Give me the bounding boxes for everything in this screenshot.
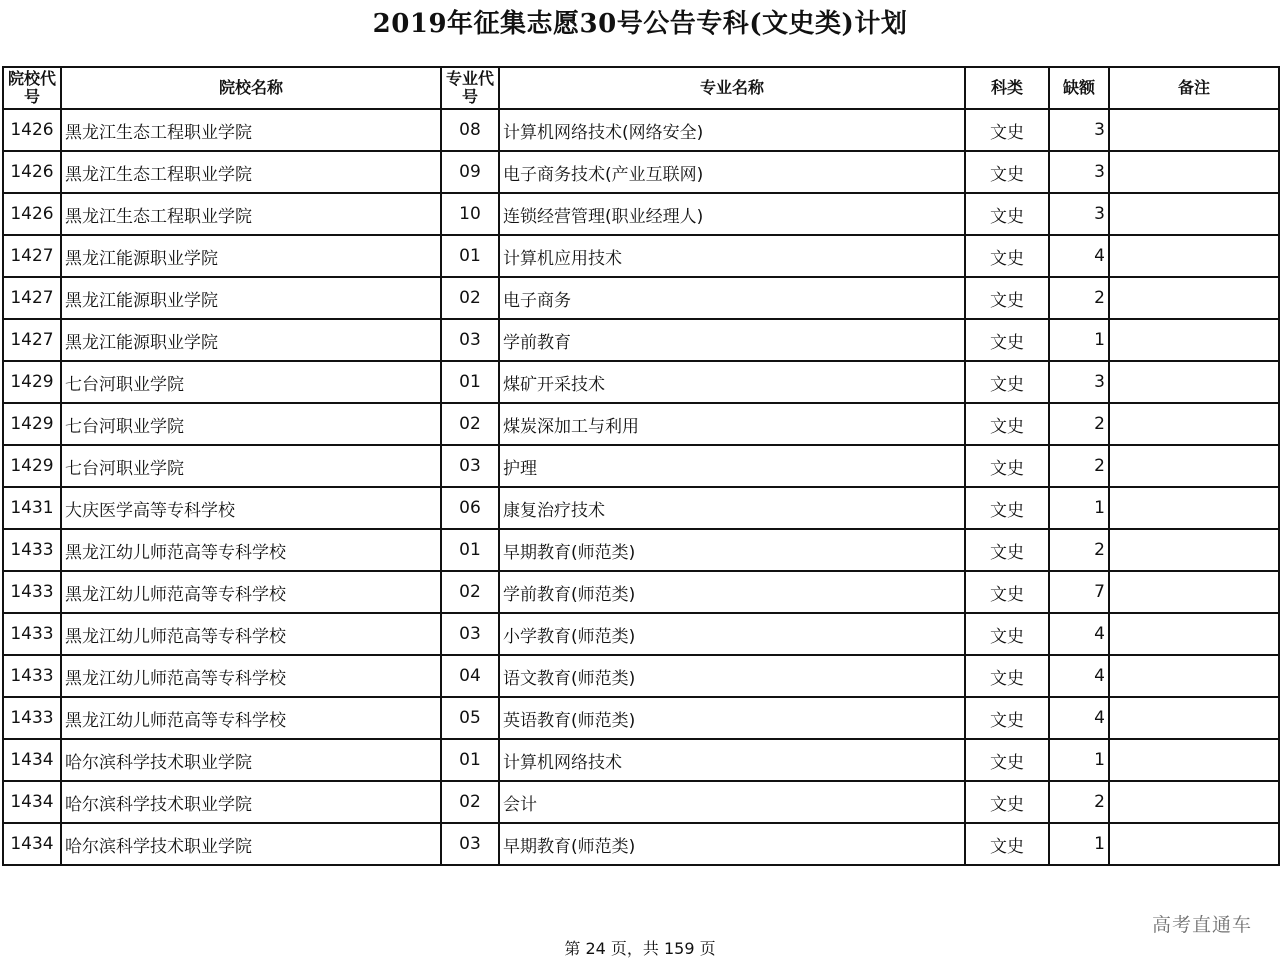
cell-category: 文史: [965, 613, 1049, 655]
cell-major-name: 煤炭深加工与利用: [499, 403, 965, 445]
cell-notes: [1109, 109, 1279, 151]
header-major-code: 专业代号: [441, 67, 499, 109]
table-row: [3, 403, 1279, 445]
cell-notes: [1109, 739, 1279, 781]
cell-school-name: 黑龙江生态工程职业学院: [61, 109, 441, 151]
cell-school-name: 七台河职业学院: [61, 361, 441, 403]
cell-notes: [1109, 235, 1279, 277]
cell-major-name: 小学教育(师范类): [499, 613, 965, 655]
cell-school-name: 黑龙江幼儿师范高等专科学校: [61, 697, 441, 739]
cell-notes: [1109, 319, 1279, 361]
cell-major-name: 护理: [499, 445, 965, 487]
cell-notes: [1109, 361, 1279, 403]
cell-category: 文史: [965, 823, 1049, 865]
cell-vacancies: 2: [1049, 445, 1109, 487]
cell-vacancies: 4: [1049, 235, 1109, 277]
cell-notes: [1109, 529, 1279, 571]
table-row: [3, 193, 1279, 235]
cell-major-code: 02: [441, 571, 499, 613]
cell-school-name: 黑龙江能源职业学院: [61, 235, 441, 277]
table-row: [3, 613, 1279, 655]
cell-school-code: 1427: [3, 235, 61, 277]
cell-notes: [1109, 445, 1279, 487]
cell-major-code: 05: [441, 697, 499, 739]
cell-vacancies: 2: [1049, 403, 1109, 445]
cell-major-code: 03: [441, 445, 499, 487]
plan-table: [2, 66, 1280, 866]
cell-school-name: 黑龙江生态工程职业学院: [61, 193, 441, 235]
cell-vacancies: 1: [1049, 739, 1109, 781]
cell-notes: [1109, 487, 1279, 529]
cell-category: 文史: [965, 403, 1049, 445]
cell-major-code: 09: [441, 151, 499, 193]
cell-major-name: 连锁经营管理(职业经理人): [499, 193, 965, 235]
cell-school-name: 黑龙江幼儿师范高等专科学校: [61, 655, 441, 697]
cell-major-name: 早期教育(师范类): [499, 529, 965, 571]
cell-school-name: 黑龙江能源职业学院: [61, 277, 441, 319]
cell-major-name: 学前教育: [499, 319, 965, 361]
cell-major-code: 06: [441, 487, 499, 529]
cell-category: 文史: [965, 151, 1049, 193]
cell-school-name: 黑龙江生态工程职业学院: [61, 151, 441, 193]
cell-school-code: 1427: [3, 277, 61, 319]
cell-notes: [1109, 613, 1279, 655]
cell-vacancies: 2: [1049, 781, 1109, 823]
cell-school-name: 哈尔滨科学技术职业学院: [61, 781, 441, 823]
cell-category: 文史: [965, 277, 1049, 319]
table-row: [3, 655, 1279, 697]
table-row: [3, 529, 1279, 571]
cell-vacancies: 3: [1049, 361, 1109, 403]
cell-category: 文史: [965, 697, 1049, 739]
cell-category: 文史: [965, 571, 1049, 613]
table-header-row: [3, 67, 1279, 109]
cell-vacancies: 1: [1049, 319, 1109, 361]
cell-school-name: 黑龙江能源职业学院: [61, 319, 441, 361]
cell-vacancies: 1: [1049, 823, 1109, 865]
cell-vacancies: 1: [1049, 487, 1109, 529]
table-row: [3, 487, 1279, 529]
header-vacancies: 缺额: [1049, 67, 1109, 109]
table-body: [3, 109, 1279, 865]
cell-major-name: 英语教育(师范类): [499, 697, 965, 739]
table-row: [3, 781, 1279, 823]
cell-notes: [1109, 277, 1279, 319]
table-row: [3, 697, 1279, 739]
table-row: [3, 277, 1279, 319]
table-row: [3, 319, 1279, 361]
cell-vacancies: 3: [1049, 151, 1109, 193]
table-row: [3, 445, 1279, 487]
cell-major-code: 03: [441, 319, 499, 361]
cell-major-name: 语文教育(师范类): [499, 655, 965, 697]
header-school-code: 院校代号: [3, 67, 61, 109]
cell-vacancies: 2: [1049, 277, 1109, 319]
cell-major-code: 02: [441, 277, 499, 319]
cell-category: 文史: [965, 235, 1049, 277]
cell-major-code: 03: [441, 823, 499, 865]
cell-school-name: 黑龙江幼儿师范高等专科学校: [61, 613, 441, 655]
cell-school-code: 1433: [3, 529, 61, 571]
cell-major-name: 学前教育(师范类): [499, 571, 965, 613]
cell-vacancies: 4: [1049, 655, 1109, 697]
cell-school-code: 1434: [3, 823, 61, 865]
cell-school-name: 黑龙江幼儿师范高等专科学校: [61, 529, 441, 571]
cell-notes: [1109, 823, 1279, 865]
table-row: [3, 109, 1279, 151]
cell-notes: [1109, 571, 1279, 613]
cell-school-code: 1429: [3, 445, 61, 487]
cell-major-code: 04: [441, 655, 499, 697]
cell-school-name: 七台河职业学院: [61, 403, 441, 445]
cell-major-name: 康复治疗技术: [499, 487, 965, 529]
cell-notes: [1109, 655, 1279, 697]
cell-major-code: 02: [441, 781, 499, 823]
cell-school-code: 1429: [3, 403, 61, 445]
cell-notes: [1109, 403, 1279, 445]
cell-major-name: 计算机应用技术: [499, 235, 965, 277]
cell-notes: [1109, 697, 1279, 739]
cell-school-code: 1434: [3, 781, 61, 823]
cell-category: 文史: [965, 781, 1049, 823]
cell-major-code: 08: [441, 109, 499, 151]
header-category: 科类: [965, 67, 1049, 109]
cell-vacancies: 7: [1049, 571, 1109, 613]
cell-school-code: 1433: [3, 655, 61, 697]
cell-school-code: 1427: [3, 319, 61, 361]
header-notes: 备注: [1109, 67, 1279, 109]
cell-vacancies: 2: [1049, 529, 1109, 571]
cell-category: 文史: [965, 529, 1049, 571]
cell-category: 文史: [965, 193, 1049, 235]
cell-school-name: 哈尔滨科学技术职业学院: [61, 823, 441, 865]
cell-category: 文史: [965, 739, 1049, 781]
cell-school-code: 1433: [3, 571, 61, 613]
table-row: [3, 571, 1279, 613]
table-row: [3, 823, 1279, 865]
cell-category: 文史: [965, 487, 1049, 529]
table-row: [3, 361, 1279, 403]
cell-school-code: 1426: [3, 151, 61, 193]
cell-category: 文史: [965, 445, 1049, 487]
cell-school-code: 1426: [3, 193, 61, 235]
cell-category: 文史: [965, 361, 1049, 403]
cell-school-name: 七台河职业学院: [61, 445, 441, 487]
cell-school-code: 1429: [3, 361, 61, 403]
cell-major-code: 01: [441, 235, 499, 277]
cell-school-code: 1433: [3, 613, 61, 655]
cell-vacancies: 4: [1049, 613, 1109, 655]
cell-notes: [1109, 193, 1279, 235]
cell-school-code: 1434: [3, 739, 61, 781]
cell-major-name: 电子商务技术(产业互联网): [499, 151, 965, 193]
cell-school-code: 1431: [3, 487, 61, 529]
cell-major-code: 03: [441, 613, 499, 655]
cell-school-code: 1433: [3, 697, 61, 739]
watermark: 高考直通车: [1151, 914, 1252, 936]
cell-vacancies: 4: [1049, 697, 1109, 739]
cell-category: 文史: [965, 109, 1049, 151]
header-school-name: 院校名称: [61, 67, 441, 109]
cell-major-name: 煤矿开采技术: [499, 361, 965, 403]
cell-major-name: 早期教育(师范类): [499, 823, 965, 865]
cell-vacancies: 3: [1049, 193, 1109, 235]
cell-major-name: 计算机网络技术(网络安全): [499, 109, 965, 151]
header-major-name: 专业名称: [499, 67, 965, 109]
table-row: [3, 235, 1279, 277]
cell-major-code: 10: [441, 193, 499, 235]
cell-school-code: 1426: [3, 109, 61, 151]
cell-school-name: 大庆医学高等专科学校: [61, 487, 441, 529]
page-footer: 第 24 页，共 159 页: [564, 939, 716, 958]
cell-vacancies: 3: [1049, 109, 1109, 151]
cell-major-name: 电子商务: [499, 277, 965, 319]
cell-category: 文史: [965, 655, 1049, 697]
cell-major-code: 02: [441, 403, 499, 445]
cell-school-name: 哈尔滨科学技术职业学院: [61, 739, 441, 781]
table-row: [3, 151, 1279, 193]
table-row: [3, 739, 1279, 781]
cell-major-name: 计算机网络技术: [499, 739, 965, 781]
cell-major-code: 01: [441, 529, 499, 571]
cell-notes: [1109, 151, 1279, 193]
cell-school-name: 黑龙江幼儿师范高等专科学校: [61, 571, 441, 613]
cell-major-code: 01: [441, 739, 499, 781]
page-title: 2019年征集志愿30号公告专科(文史类)计划: [372, 9, 908, 39]
cell-major-name: 会计: [499, 781, 965, 823]
cell-category: 文史: [965, 319, 1049, 361]
cell-major-code: 01: [441, 361, 499, 403]
cell-notes: [1109, 781, 1279, 823]
